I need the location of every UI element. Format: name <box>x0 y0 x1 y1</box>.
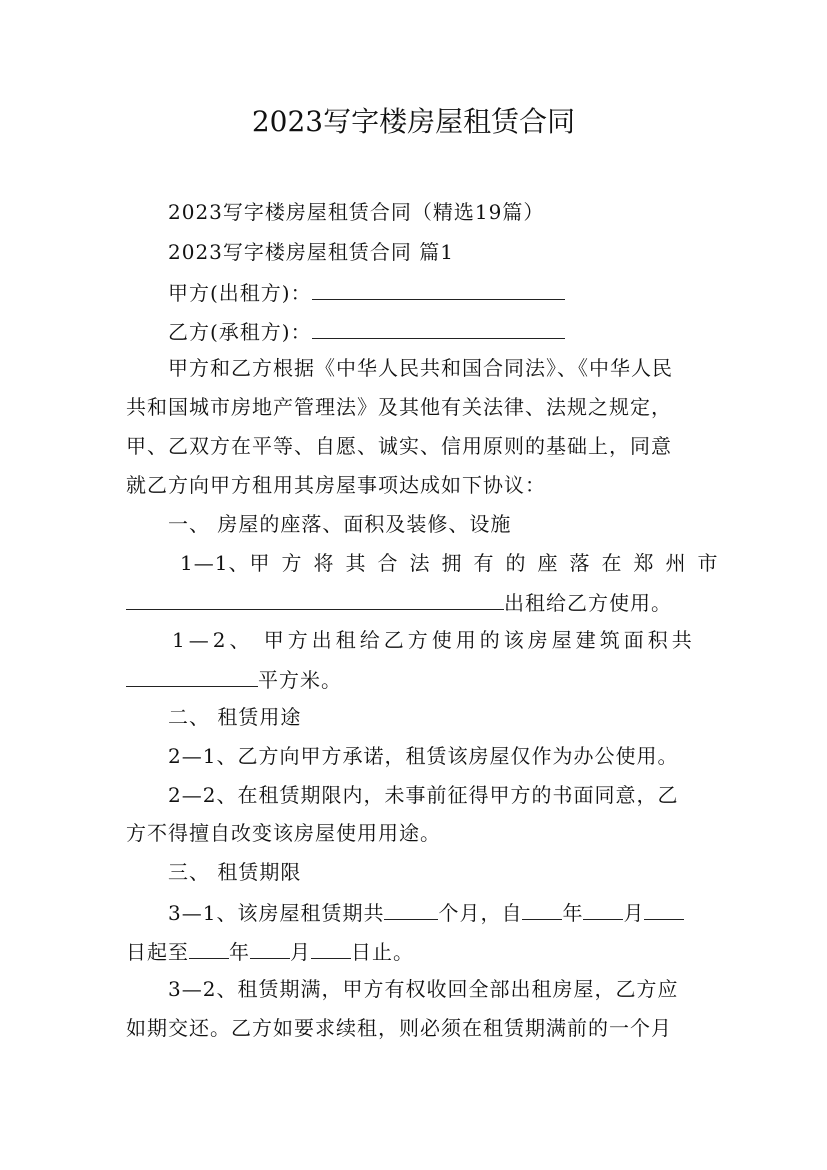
clause-line <box>126 587 672 617</box>
party-b-blank <box>312 316 565 339</box>
clause-line: 方不得擅自改变该房屋使用用途。 <box>126 821 441 845</box>
area-blank <box>126 664 258 687</box>
clause-line <box>168 897 684 927</box>
end-day-blank <box>311 936 351 959</box>
clause-text: 3—1、该房屋租赁期共 <box>168 901 385 925</box>
party-b-line <box>168 316 565 346</box>
clause-line <box>180 549 730 577</box>
clause-text: 平方米。 <box>258 668 342 692</box>
end-month-blank <box>250 936 290 959</box>
clause-text: 日止。 <box>351 940 414 964</box>
clause-text: 年 <box>229 940 250 964</box>
party-a-label: 甲方(出租方)： <box>168 281 312 305</box>
clause-line: 如期交还。乙方如要求续租，则必须在租赁期满前的一个月 <box>126 1016 672 1040</box>
clause-line: 1—2、 甲方出租给乙方使用的该房屋建筑面积共 <box>172 628 696 652</box>
paragraph-line: 甲方和乙方根据《中华人民共和国合同法》、《中华人民 <box>168 356 673 380</box>
paragraph-line: 就乙方向甲方租用其房屋事项达成如下协议： <box>126 473 546 497</box>
document-title: 2023写字楼房屋租赁合同 <box>251 105 576 138</box>
article-heading: 一、 房屋的座落、面积及装修、设施 <box>168 512 512 536</box>
paragraph-line: 共和国城市房地产管理法》及其他有关法律、法规之规定， <box>126 395 672 419</box>
start-month-blank <box>583 897 623 920</box>
clause-text: 年 <box>562 901 584 925</box>
clause-line <box>126 936 414 966</box>
end-year-blank <box>189 936 229 959</box>
subtitle-line: 2023写字楼房屋租赁合同（精选19篇） <box>168 200 545 224</box>
clause-text: 甲方将其合法拥有的座落在郑州市 <box>249 551 730 575</box>
clause-text: 个月，自 <box>438 901 523 925</box>
clause-line: 3—2、租赁期满，甲方有权收回全部出租房屋，乙方应 <box>168 977 679 1001</box>
location-blank <box>126 587 504 610</box>
paragraph-line: 甲、乙双方在平等、自愿、诚实、信用原则的基础上，同意 <box>126 434 672 458</box>
party-a-blank <box>312 277 565 300</box>
clause-line: 2—1、乙方向甲方承诺，租赁该房屋仅作为办公使用。 <box>168 744 679 768</box>
clause-text: 出租给乙方使用。 <box>504 591 672 615</box>
start-year-blank <box>522 897 562 920</box>
party-a-line <box>168 277 565 307</box>
article-heading: 二、 租赁用途 <box>168 705 302 729</box>
clause-number: 1—1、 <box>180 551 250 575</box>
clause-text: 日起至 <box>126 940 189 964</box>
clause-text: 月 <box>623 901 645 925</box>
section-heading: 2023写字楼房屋租赁合同 篇1 <box>168 240 454 264</box>
article-heading: 三、 租赁期限 <box>168 860 302 884</box>
clause-line: 2—2、在租赁期限内，未事前征得甲方的书面同意，乙 <box>168 783 679 807</box>
months-blank <box>384 897 438 920</box>
start-day-blank <box>644 897 684 920</box>
party-b-label: 乙方(承租方)： <box>168 320 312 344</box>
clause-text: 月 <box>290 940 311 964</box>
clause-line <box>126 664 342 694</box>
